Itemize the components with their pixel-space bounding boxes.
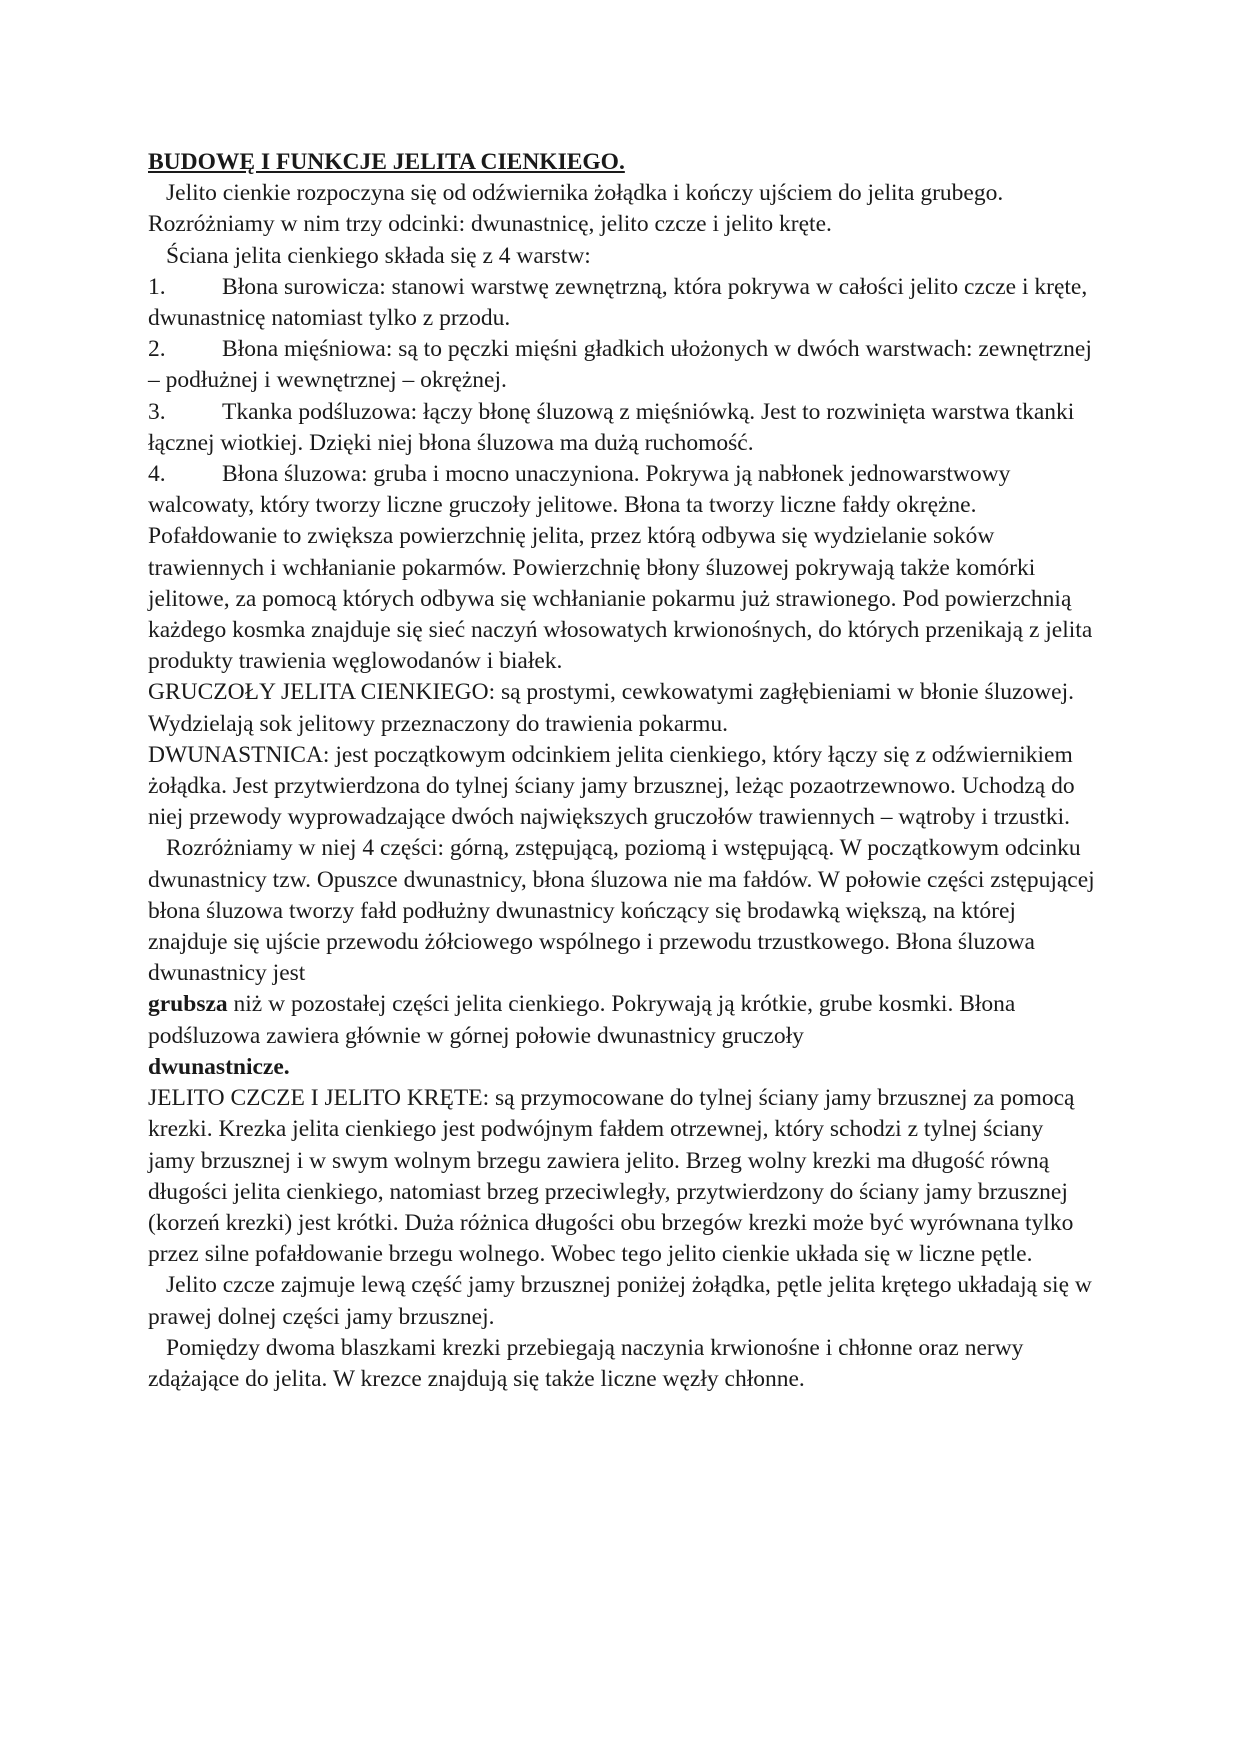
layers-intro: Ściana jelita cienkiego składa się z 4 warstw:	[166, 242, 591, 269]
layer-text: Błona śluzowa: gruba i mocno unaczyniona. Pokrywa ją nabłonek jednowarstwowy walcowaty, który tworzy liczne gruczoły jelitowe. Błona ta tworzy liczne fałdy okrężne. Pofałdowanie to zwiększa powierzchnię jelita, przez którą odbywa się wydzielanie soków trawiennych i wchłanianie pokarmów. Powierzchnię błony śluzowej pokrywają także komórki jelitowe, za pomocą których odbywa się wchłanianie pokarmu już strawionego. Pod powierzchnią każdego kosmka znajduje się sieć naczyń włosowatych krwionośnych, do których przenikają z jelita produkty trawienia węglowodanów i białek.	[148, 461, 1093, 675]
position-paragraph: Jelito czcze zajmuje lewą część jamy brzusznej poniżej żołądka, pętle jelita krętego układają się w prawej dolnej części jamy brzusznej.	[148, 1272, 1092, 1330]
glands-paragraph: GRUCZOŁY JELITA CIENKIEGO: są prostymi, cewkowatymi zagłębieniami w błonie śluzowej. Wydzielają sok jelitowy przeznaczony do trawienia pokarmu.	[148, 679, 1074, 737]
layer-number: 1.	[148, 273, 166, 300]
emphasis-grubsza: grubsza	[148, 991, 228, 1018]
layer-item	[148, 272, 1096, 334]
layer-text: Błona mięśniowa: są to pęczki mięśni gładkich ułożonych w dwóch warstwach: zewnętrznej – podłużnej i wewnętrznej – okrężnej.	[148, 336, 1092, 394]
jejunum-ileum-paragraph: JELITO CZCZE I JELITO KRĘTE: są przymocowane do tylnej ściany jamy brzusznej za pomocą krezki. Krezka jelita cienkiego jest podwójnym fałdem otrzewnej, który schodzi z tylnej ściany jamy brzusznej i w swym wolnym brzegu zawiera jelito. Brzeg wolny krezki ma długość równą długości jelita cienkiego, natomiast brzeg przeciwległy, przytwierdzony do ściany jamy brzusznej (korzeń krezki) jest krótki. Duża różnica długości obu brzegów krezki może być wyrównana tylko przez silne pofałdowanie brzegu wolnego. Wobec tego jelito cienkie układa się w liczne pętle.	[148, 1085, 1075, 1268]
layer-number: 3.	[148, 398, 166, 425]
layer-text: Błona surowicza: stanowi warstwę zewnętrzną, która pokrywa w całości jelito czcze i kręte, dwunastnicę natomiast tylko z przodu.	[148, 273, 1088, 332]
layer-item	[148, 397, 1096, 459]
layer-number: 4.	[148, 461, 166, 488]
duodenum-parts-paragraph	[148, 833, 1096, 1083]
emphasis-dwunastnicze: dwunastnicze.	[148, 1053, 290, 1080]
duodenum-parts-text: Rozróżniamy w niej 4 części: górną, zstępującą, poziomą i wstępującą. W początkowym odcinku dwunastnicy tzw. Opuszce dwunastnicy, błona śluzowa nie ma fałdów. W połowie części zstępującej błona śluzowa tworzy fałd podłużny dwunastnicy kończący się brodawką większą, na której znajduje się ujście przewodu żółciowego wspólnego i przewodu trzustkowego. Błona śluzowa dwunastnicy jest	[148, 835, 1095, 987]
layer-number: 2.	[148, 336, 166, 363]
mesentery-paragraph: Pomiędzy dwoma blaszkami krezki przebiegają naczynia krwionośne i chłonne oraz nerwy zdążające do jelita. W krezce znajdują się także liczne węzły chłonne.	[148, 1334, 1024, 1392]
intro-paragraph: Jelito cienkie rozpoczyna się od odźwiernika żołądka i kończy ujściem do jelita grubego. Rozróżniamy w nim trzy odcinki: dwunastnicę, jelito czcze i jelito kręte.	[148, 180, 1004, 238]
layer-text: Tkanka podśluzowa: łączy błonę śluzową z mięśniówką. Jest to rozwinięta warstwa tkanki łącznej wiotkiej. Dzięki niej błona śluzowa ma dużą ruchomość.	[148, 398, 1075, 456]
layer-item	[148, 334, 1096, 396]
duodenum-parts-text-2: niż w pozostałej części jelita cienkiego. Pokrywają ją krótkie, grube kosmki. Błona podśluzowa zawiera głównie w górnej połowie dwunastnicy gruczoły	[148, 991, 1016, 1049]
layer-item	[148, 459, 1096, 677]
document-page	[148, 147, 1096, 1395]
document-title: BUDOWĘ I FUNKCJE JELITA CIENKIEGO.	[148, 149, 625, 175]
duodenum-paragraph: DWUNASTNICA: jest początkowym odcinkiem jelita cienkiego, który łączy się z odźwiernikiem żołądka. Jest przytwierdzona do tylnej ściany jamy brzusznej, leżąc pozaotrzewnowo. Uchodzą do niej przewody wyprowadzające dwóch największych gruczołów trawiennych – wątroby i trzustki.	[148, 741, 1075, 831]
